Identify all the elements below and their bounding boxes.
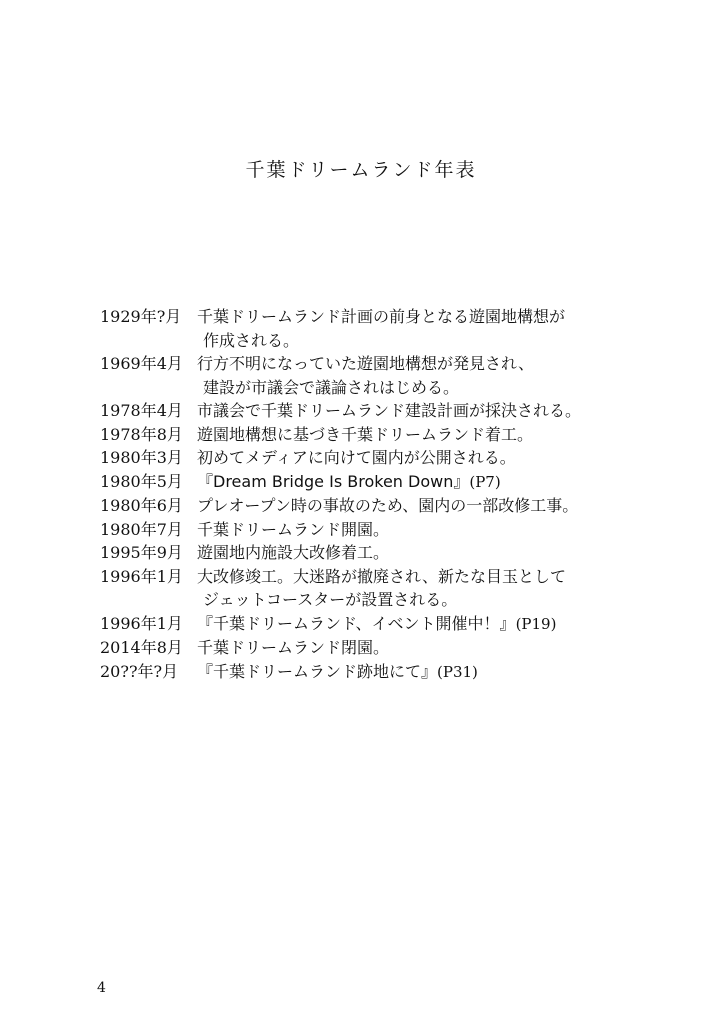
entry-text <box>197 636 660 660</box>
entry-text <box>197 470 660 495</box>
page-reference: (P19) <box>515 614 557 633</box>
entry-date: 1978年8月 <box>100 424 183 444</box>
entry-text <box>197 612 660 637</box>
entry-text <box>197 660 660 685</box>
entry-date: 1995年9月 <box>100 543 183 562</box>
page-reference: (P7) <box>469 472 501 491</box>
timeline-entry <box>100 660 660 685</box>
entry-line: プレオープン時の事故のため、園内の一部改修工事。 <box>197 496 579 515</box>
timeline-entry <box>100 541 660 565</box>
page-number: 4 <box>97 980 106 996</box>
entry-date: 2014年8月 <box>100 638 183 657</box>
entry-date: 1980年7月 <box>100 519 183 539</box>
entry-date: 1929年?月 <box>100 307 182 326</box>
page-reference: (P31) <box>437 662 478 681</box>
entry-text <box>197 565 660 612</box>
timeline-entry <box>100 636 660 660</box>
timeline-entry <box>100 305 660 352</box>
entry-line: 市議会で千葉ドリームランド建設計画が採決される。 <box>197 401 582 420</box>
entry-date: 20??年?月 <box>100 661 179 681</box>
entry-text <box>197 399 660 423</box>
story-title: 『千葉ドリームランド、イベント開催中！』 <box>197 613 516 633</box>
entry-line: 初めてメディアに向けて園内が公開される。 <box>197 448 516 467</box>
timeline-entry <box>100 518 660 542</box>
entry-text <box>197 423 660 447</box>
page-title: 千葉ドリームランド年表 <box>245 159 477 181</box>
entry-date: 1980年5月 <box>100 471 183 491</box>
timeline <box>100 305 660 684</box>
entry-date: 1980年3月 <box>100 448 183 467</box>
timeline-entry <box>100 446 660 470</box>
entry-text <box>197 494 660 518</box>
entry-line: 大改修竣工。大迷路が撤廃され、新たな目玉として <box>197 566 566 586</box>
entry-date: 1996年1月 <box>100 613 183 633</box>
timeline-entry <box>100 470 660 495</box>
entry-text <box>197 352 660 399</box>
entry-line: 千葉ドリームランド閉園。 <box>197 638 390 657</box>
entry-date: 1980年6月 <box>100 496 183 515</box>
entry-text <box>197 541 660 565</box>
story-title: 『Dream Bridge Is Broken Down』 <box>197 471 470 491</box>
timeline-entry <box>100 494 660 518</box>
timeline-entry <box>100 352 660 399</box>
timeline-entry <box>100 423 660 447</box>
entry-date: 1978年4月 <box>100 401 183 420</box>
timeline-entry <box>100 399 660 423</box>
entry-line: 遊園地構想に基づき千葉ドリームランド着工。 <box>197 424 534 444</box>
entry-text <box>197 518 660 542</box>
entry-line: 行方不明になっていた遊園地構想が発見され、 <box>197 354 534 373</box>
entry-date: 1969年4月 <box>100 354 183 373</box>
entry-line: 遊園地内施設大改修着工。 <box>197 543 390 562</box>
entry-line: 建設が市議会で議論されはじめる。 <box>203 377 460 397</box>
timeline-entry <box>100 565 660 612</box>
entry-line: 千葉ドリームランド計画の前身となる遊園地構想が <box>197 307 566 326</box>
entry-text <box>197 305 660 352</box>
entry-line: ジェットコースターが設置される。 <box>203 590 458 609</box>
entry-line: 千葉ドリームランド開園。 <box>197 519 390 539</box>
timeline-entry <box>100 612 660 637</box>
entry-date: 1996年1月 <box>100 566 183 586</box>
entry-text <box>197 446 660 470</box>
entry-line: 作成される。 <box>203 330 300 350</box>
story-title: 『千葉ドリームランド跡地にて』 <box>197 661 438 681</box>
